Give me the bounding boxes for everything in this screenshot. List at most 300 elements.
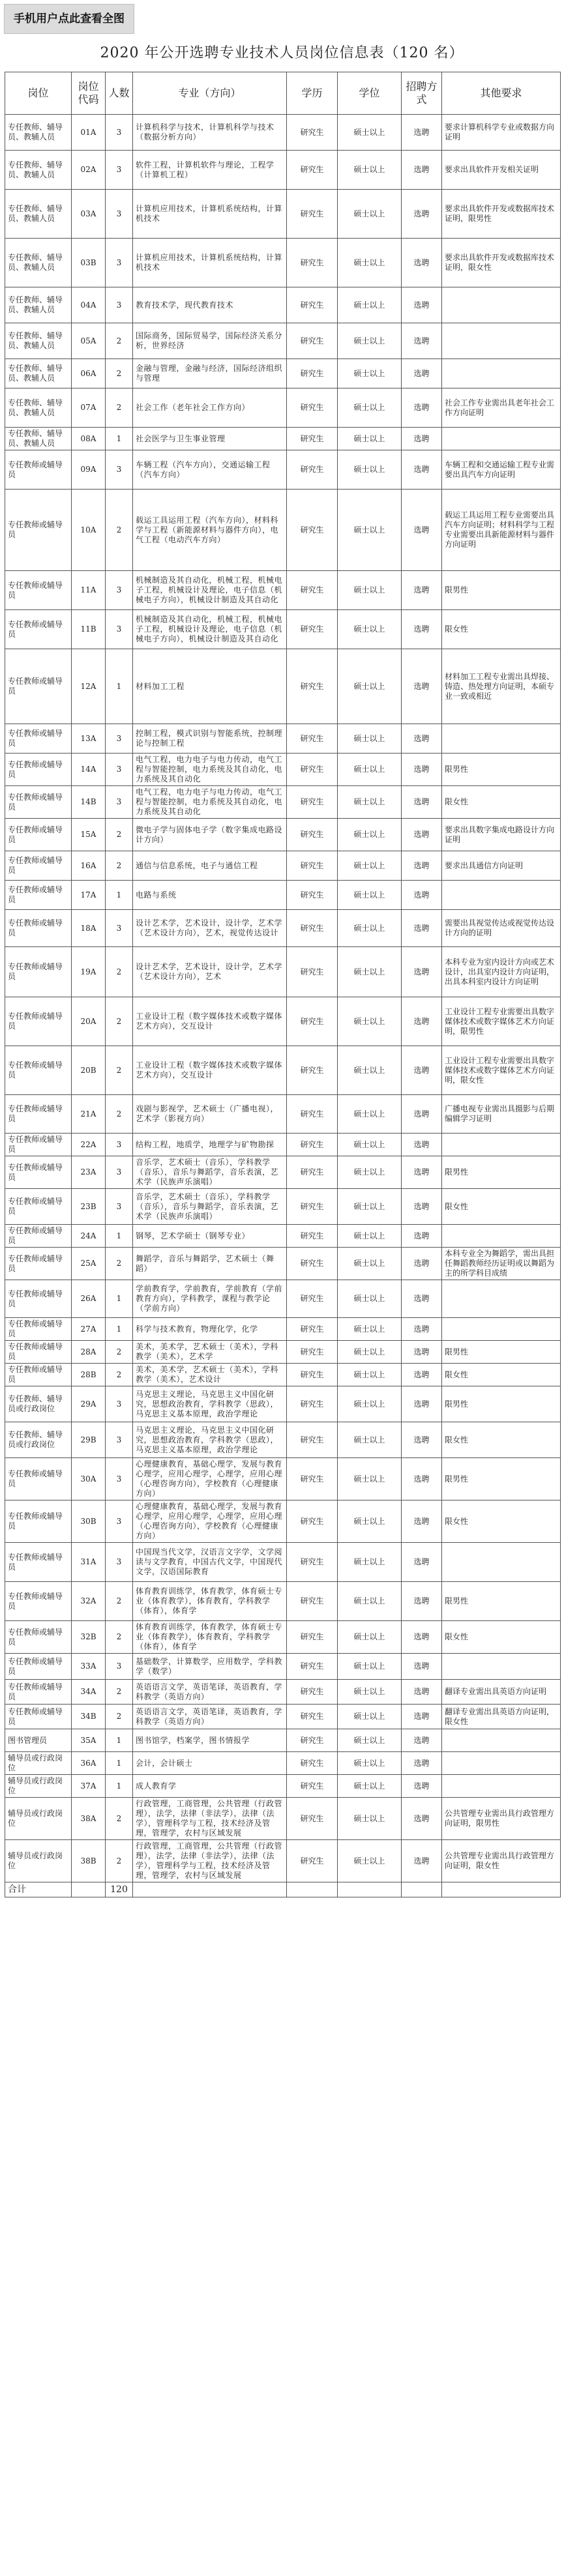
position-name-cell: 专任教师或辅导员 (5, 571, 72, 610)
education-cell: 研究生 (287, 1752, 338, 1775)
table-row (5, 786, 561, 819)
degree-cell: 硕士以上 (338, 1543, 402, 1582)
position-name-cell: 专任教师或辅导员 (5, 851, 72, 881)
position-code-cell: 16A (72, 851, 106, 881)
position-code-cell: 28B (72, 1364, 106, 1386)
column-header-other: 其他要求 (442, 72, 561, 115)
education-cell: 研究生 (287, 851, 338, 881)
headcount-cell: 2 (106, 1840, 133, 1882)
recruit-method-cell: 选聘 (402, 1280, 442, 1318)
major-cell: 社会医学与卫生事业管理 (133, 428, 287, 450)
other-requirements-cell: 要求出具数字集成电路设计方向证明 (442, 819, 561, 851)
position-code-cell: 03A (72, 190, 106, 239)
degree-cell: 硕士以上 (338, 388, 402, 428)
degree-cell: 硕士以上 (338, 1500, 402, 1543)
major-cell: 国际商务，国际贸易学，国际经济关系分析，世界经济 (133, 323, 287, 359)
major-cell: 机械制造及其自动化，机械工程，机械电子工程，机械设计及理论，电子信息（机械电子方向），机械设计制造及其自动化 (133, 610, 287, 649)
degree-cell: 硕士以上 (338, 1840, 402, 1882)
position-code-cell: 34A (72, 1680, 106, 1705)
headcount-cell: 1 (106, 1225, 133, 1248)
education-cell: 研究生 (287, 610, 338, 649)
table-row (5, 151, 561, 190)
position-name-cell: 专任教师或辅导员 (5, 1046, 72, 1095)
major-cell: 控制工程，模式识别与智能系统，控制理论与控制工程 (133, 724, 287, 754)
table-row (5, 490, 561, 571)
degree-cell: 硕士以上 (338, 1729, 402, 1752)
position-code-cell: 01A (72, 115, 106, 151)
table-row (5, 649, 561, 724)
education-cell: 研究生 (287, 151, 338, 190)
position-code-cell: 34B (72, 1705, 106, 1729)
position-code-cell: 05A (72, 323, 106, 359)
major-cell: 工业设计工程（数字媒体技术或数字媒体艺术方向），交互设计 (133, 997, 287, 1046)
headcount-cell: 3 (106, 1189, 133, 1225)
table-row (5, 1134, 561, 1156)
major-cell: 计算机应用技术，计算机系统结构，计算机技术 (133, 239, 287, 287)
major-cell: 美术，美术学，艺术硕士（美术），学科教学（美术），艺术学 (133, 1341, 287, 1364)
position-name-cell: 专任教师或辅导员 (5, 610, 72, 649)
table-row (5, 1621, 561, 1654)
other-requirements-cell: 限女性 (442, 1500, 561, 1543)
other-requirements-cell: 翻译专业需出具英语方向证明 (442, 1680, 561, 1705)
position-name-cell: 专任教师或辅导员 (5, 1318, 72, 1341)
recruit-method-cell: 选聘 (402, 997, 442, 1046)
position-code-cell: 24A (72, 1225, 106, 1248)
headcount-cell: 3 (106, 1543, 133, 1582)
headcount-cell: 3 (106, 724, 133, 754)
degree-cell: 硕士以上 (338, 881, 402, 910)
table-row (5, 1225, 561, 1248)
recruit-method-cell: 选聘 (402, 239, 442, 287)
position-code-cell: 10A (72, 490, 106, 571)
recruit-method-cell: 选聘 (402, 1752, 442, 1775)
degree-cell: 硕士以上 (338, 1248, 402, 1280)
degree-cell: 硕士以上 (338, 997, 402, 1046)
major-cell: 钢琴，艺术学硕士（钢琴专业） (133, 1225, 287, 1248)
education-cell: 研究生 (287, 1046, 338, 1095)
education-cell: 研究生 (287, 910, 338, 947)
other-requirements-cell: 要求计算机科学专业或数据方向证明 (442, 115, 561, 151)
headcount-cell: 2 (106, 490, 133, 571)
position-code-cell: 18A (72, 910, 106, 947)
headcount-cell: 2 (106, 1248, 133, 1280)
major-cell: 心理健康教育，基础心理学，发展与教育心理学，应用心理学，心理学，应用心理（心理咨询方向），学校教育（心理健康方向） (133, 1500, 287, 1543)
degree-cell: 硕士以上 (338, 1156, 402, 1189)
other-requirements-cell: 限女性 (442, 1621, 561, 1654)
degree-cell: 硕士以上 (338, 1318, 402, 1341)
recruit-method-cell: 选聘 (402, 1500, 442, 1543)
table-row (5, 1840, 561, 1882)
position-name-cell: 专任教师或辅导员 (5, 1341, 72, 1364)
education-cell: 研究生 (287, 1248, 338, 1280)
major-cell: 材料加工工程 (133, 649, 287, 724)
other-requirements-cell: 需要出具视觉传达或视觉传达设计方向的证明 (442, 910, 561, 947)
headcount-cell: 3 (106, 1134, 133, 1156)
position-code-cell: 19A (72, 947, 106, 997)
education-cell: 研究生 (287, 1422, 338, 1458)
major-cell: 音乐学，艺术硕士（音乐），学科教学（音乐），音乐与舞蹈学，音乐表演，艺术学（民族声乐演唱） (133, 1156, 287, 1189)
headcount-cell: 2 (106, 851, 133, 881)
headcount-cell: 3 (106, 287, 133, 323)
position-name-cell: 辅导员或行政岗位 (5, 1840, 72, 1882)
major-cell: 载运工具运用工程（汽车方向），材料科学与工程（新能源材料与器件方向），电气工程（电动汽车方向） (133, 490, 287, 571)
recruit-method-cell: 选聘 (402, 649, 442, 724)
major-cell: 教育技术学，现代教育技术 (133, 287, 287, 323)
total-row (5, 1882, 561, 1897)
education-cell: 研究生 (287, 1621, 338, 1654)
position-code-cell: 37A (72, 1775, 106, 1798)
headcount-cell: 2 (106, 359, 133, 388)
education-cell: 研究生 (287, 1582, 338, 1621)
education-cell: 研究生 (287, 1705, 338, 1729)
recruit-method-cell: 选聘 (402, 115, 442, 151)
major-cell: 体育教育训练学，体育教学，体育硕士专业（体育教学），体育教育，学科教学（体育），体育学 (133, 1582, 287, 1621)
degree-cell: 硕士以上 (338, 910, 402, 947)
position-code-cell: 14A (72, 754, 106, 786)
position-code-cell: 23A (72, 1156, 106, 1189)
other-requirements-cell (442, 1729, 561, 1752)
headcount-cell: 2 (106, 997, 133, 1046)
position-name-cell: 辅导员或行政岗位 (5, 1752, 72, 1775)
position-code-cell: 29B (72, 1422, 106, 1458)
recruit-method-cell: 选聘 (402, 1422, 442, 1458)
degree-cell: 硕士以上 (338, 1680, 402, 1705)
position-name-cell: 专任教师、辅导员、教辅人员 (5, 239, 72, 287)
education-cell: 研究生 (287, 450, 338, 490)
total-empty-cell (72, 1882, 106, 1897)
recruit-method-cell: 选聘 (402, 490, 442, 571)
headcount-cell: 1 (106, 1752, 133, 1775)
education-cell: 研究生 (287, 1341, 338, 1364)
major-cell: 车辆工程（汽车方向），交通运输工程（汽车方向） (133, 450, 287, 490)
headcount-cell: 1 (106, 1280, 133, 1318)
other-requirements-cell: 要求出具软件开发相关证明 (442, 151, 561, 190)
major-cell: 英语语言文学，英语笔译，英语教育，学科教学（英语方向） (133, 1680, 287, 1705)
other-requirements-cell (442, 1134, 561, 1156)
position-name-cell: 专任教师或辅导员 (5, 1705, 72, 1729)
education-cell: 研究生 (287, 190, 338, 239)
table-row (5, 910, 561, 947)
position-code-cell: 11A (72, 571, 106, 610)
position-name-cell: 专任教师或辅导员 (5, 1189, 72, 1225)
other-requirements-cell: 限男性 (442, 1341, 561, 1364)
other-requirements-cell (442, 1280, 561, 1318)
degree-cell: 硕士以上 (338, 754, 402, 786)
major-cell: 基础数学，计算数学，应用数学，学科教学（数学） (133, 1654, 287, 1680)
degree-cell: 硕士以上 (338, 1046, 402, 1095)
position-code-cell: 20A (72, 997, 106, 1046)
education-cell: 研究生 (287, 1729, 338, 1752)
major-cell: 会计，会计硕士 (133, 1752, 287, 1775)
education-cell: 研究生 (287, 490, 338, 571)
recruit-method-cell: 选聘 (402, 910, 442, 947)
education-cell: 研究生 (287, 1318, 338, 1341)
other-requirements-cell: 限女性 (442, 1189, 561, 1225)
table-row (5, 1386, 561, 1422)
table-row (5, 1752, 561, 1775)
recruit-method-cell: 选聘 (402, 1775, 442, 1798)
major-cell: 电气工程，电力电子与电力传动，电气工程与智能控制，电力系统及其自动化，电力系统及其自动化 (133, 786, 287, 819)
position-code-cell: 04A (72, 287, 106, 323)
education-cell: 研究生 (287, 1500, 338, 1543)
total-empty-cell (133, 1882, 287, 1897)
degree-cell: 硕士以上 (338, 1752, 402, 1775)
position-name-cell: 专任教师或辅导员 (5, 1095, 72, 1134)
position-name-cell: 专任教师、辅导员或行政岗位 (5, 1422, 72, 1458)
headcount-cell: 2 (106, 947, 133, 997)
position-code-cell: 07A (72, 388, 106, 428)
education-cell: 研究生 (287, 1364, 338, 1386)
recruit-method-cell: 选聘 (402, 1840, 442, 1882)
position-name-cell: 专任教师或辅导员 (5, 1500, 72, 1543)
position-code-cell: 09A (72, 450, 106, 490)
other-requirements-cell (442, 1654, 561, 1680)
recruit-method-cell: 选聘 (402, 851, 442, 881)
position-code-cell: 20B (72, 1046, 106, 1095)
education-cell: 研究生 (287, 786, 338, 819)
degree-cell: 硕士以上 (338, 450, 402, 490)
other-requirements-cell (442, 323, 561, 359)
major-cell: 通信与信息系统，电子与通信工程 (133, 851, 287, 881)
other-requirements-cell: 要求出具软件开发或数据库技术证明，限男性 (442, 190, 561, 239)
recruit-method-cell: 选聘 (402, 1046, 442, 1095)
position-name-cell: 专任教师或辅导员 (5, 1280, 72, 1318)
position-code-cell: 38A (72, 1798, 106, 1840)
major-cell: 金融与管理，金融与经济，国际经济组织与管理 (133, 359, 287, 388)
other-requirements-cell: 社会工作专业需出具老年社会工作方向证明 (442, 388, 561, 428)
major-cell: 学前教育学，学前教育，学前教育（学前教育方向），学科教学，课程与教学论（学前方向） (133, 1280, 287, 1318)
education-cell: 研究生 (287, 359, 338, 388)
position-name-cell: 专任教师或辅导员 (5, 947, 72, 997)
recruit-method-cell: 选聘 (402, 1189, 442, 1225)
recruit-method-cell: 选聘 (402, 1341, 442, 1364)
table-row (5, 1500, 561, 1543)
table-row (5, 1156, 561, 1189)
degree-cell: 硕士以上 (338, 947, 402, 997)
recruit-method-cell: 选聘 (402, 287, 442, 323)
other-requirements-cell: 限男性 (442, 1386, 561, 1422)
position-name-cell: 专任教师、辅导员、教辅人员 (5, 151, 72, 190)
table-row (5, 754, 561, 786)
recruit-method-cell: 选聘 (402, 1654, 442, 1680)
education-cell: 研究生 (287, 947, 338, 997)
page-title: 2020 年公开选聘专业技术人员岗位信息表（120 名） (100, 45, 464, 61)
headcount-cell: 2 (106, 1046, 133, 1095)
major-cell: 戏剧与影视学，艺术硕士（广播电视），艺术学（影视方向） (133, 1095, 287, 1134)
position-name-cell: 专任教师或辅导员 (5, 1543, 72, 1582)
total-empty-cell (338, 1882, 402, 1897)
degree-cell: 硕士以上 (338, 1225, 402, 1248)
headcount-cell: 2 (106, 1341, 133, 1364)
position-code-cell: 13A (72, 724, 106, 754)
total-count: 120 (106, 1882, 133, 1897)
total-empty-cell (402, 1882, 442, 1897)
headcount-cell: 3 (106, 450, 133, 490)
recruit-method-cell: 选聘 (402, 1543, 442, 1582)
table-row (5, 1680, 561, 1705)
headcount-cell: 3 (106, 1156, 133, 1189)
major-cell: 中国现当代文学，汉语言文字学，文学阅读与文学教育，中国古代文学，中国现代文学，汉语国际教育 (133, 1543, 287, 1582)
position-code-cell: 33A (72, 1654, 106, 1680)
position-name-cell: 专任教师或辅导员 (5, 910, 72, 947)
degree-cell: 硕士以上 (338, 1280, 402, 1318)
recruit-method-cell: 选聘 (402, 881, 442, 910)
recruit-method-cell: 选聘 (402, 190, 442, 239)
recruit-method-cell: 选聘 (402, 1386, 442, 1422)
position-name-cell: 专任教师或辅导员 (5, 1458, 72, 1500)
major-cell: 微电子学与固体电子学（数字集成电路设计方向） (133, 819, 287, 851)
other-requirements-cell (442, 1225, 561, 1248)
column-header-major: 专业（方向） (133, 72, 287, 115)
major-cell: 舞蹈学，音乐与舞蹈学，艺术硕士（舞蹈） (133, 1248, 287, 1280)
position-code-cell: 03B (72, 239, 106, 287)
headcount-cell: 3 (106, 239, 133, 287)
headcount-cell: 2 (106, 323, 133, 359)
positions-table (5, 72, 561, 1897)
recruit-method-cell: 选聘 (402, 1729, 442, 1752)
table-row (5, 1280, 561, 1318)
major-cell: 社会工作（老年社会工作方向） (133, 388, 287, 428)
position-name-cell: 专任教师或辅导员 (5, 450, 72, 490)
position-name-cell: 专任教师或辅导员 (5, 724, 72, 754)
position-name-cell: 辅导员或行政岗位 (5, 1798, 72, 1840)
major-cell: 设计艺术学，艺术设计，设计学，艺术学（艺术设计方向），艺术 (133, 947, 287, 997)
position-name-cell: 专任教师或辅导员 (5, 1654, 72, 1680)
other-requirements-cell (442, 287, 561, 323)
position-code-cell: 17A (72, 881, 106, 910)
education-cell: 研究生 (287, 1095, 338, 1134)
position-name-cell: 专任教师或辅导员 (5, 1248, 72, 1280)
headcount-cell: 3 (106, 1386, 133, 1422)
education-cell: 研究生 (287, 428, 338, 450)
other-requirements-cell (442, 428, 561, 450)
other-requirements-cell: 本科专业全为舞蹈学，需出具担任舞蹈教师经历证明或以舞蹈为主的所学科目成绩 (442, 1248, 561, 1280)
degree-cell: 硕士以上 (338, 1095, 402, 1134)
degree-cell: 硕士以上 (338, 724, 402, 754)
table-row (5, 1422, 561, 1458)
headcount-cell: 2 (106, 1705, 133, 1729)
headcount-cell: 3 (106, 1500, 133, 1543)
position-name-cell: 专任教师或辅导员 (5, 997, 72, 1046)
education-cell: 研究生 (287, 724, 338, 754)
recruit-method-cell: 选聘 (402, 428, 442, 450)
other-requirements-cell: 车辆工程和交通运输工程专业需要出具汽车方向证明 (442, 450, 561, 490)
education-cell: 研究生 (287, 1840, 338, 1882)
other-requirements-cell: 限男性 (442, 1458, 561, 1500)
recruit-method-cell: 选聘 (402, 610, 442, 649)
column-header-degree: 学位 (338, 72, 402, 115)
other-requirements-cell: 限男性 (442, 571, 561, 610)
position-code-cell: 02A (72, 151, 106, 190)
position-code-cell: 21A (72, 1095, 106, 1134)
recruit-method-cell: 选聘 (402, 1364, 442, 1386)
major-cell: 电气工程，电力电子与电力传动，电气工程与智能控制，电力系统及其自动化，电力系统及其自动化 (133, 754, 287, 786)
position-code-cell: 36A (72, 1752, 106, 1775)
recruit-method-cell: 选聘 (402, 323, 442, 359)
position-code-cell: 30A (72, 1458, 106, 1500)
degree-cell: 硕士以上 (338, 1134, 402, 1156)
education-cell: 研究生 (287, 1134, 338, 1156)
table-row (5, 1729, 561, 1752)
major-cell: 结构工程，地质学，地理学与矿物勘探 (133, 1134, 287, 1156)
major-cell: 行政管理，工商管理，公共管理（行政管理），法学，法律（非法学），法律（法学），管理科学与工程，技术经济及管理，管理学，农村与区域发展 (133, 1798, 287, 1840)
position-code-cell: 35A (72, 1729, 106, 1752)
column-header-education: 学历 (287, 72, 338, 115)
headcount-cell: 1 (106, 881, 133, 910)
table-row (5, 359, 561, 388)
table-row (5, 428, 561, 450)
headcount-cell: 3 (106, 1458, 133, 1500)
recruit-method-cell: 选聘 (402, 1705, 442, 1729)
position-name-cell: 专任教师或辅导员 (5, 1621, 72, 1654)
other-requirements-cell: 限女性 (442, 610, 561, 649)
headcount-cell: 3 (106, 151, 133, 190)
table-row (5, 1705, 561, 1729)
position-name-cell: 专任教师或辅导员 (5, 1680, 72, 1705)
headcount-cell: 3 (106, 1654, 133, 1680)
other-requirements-cell: 限女性 (442, 786, 561, 819)
position-name-cell: 专任教师或辅导员 (5, 786, 72, 819)
position-code-cell: 15A (72, 819, 106, 851)
table-row (5, 610, 561, 649)
education-cell: 研究生 (287, 1654, 338, 1680)
education-cell: 研究生 (287, 388, 338, 428)
position-code-cell: 32A (72, 1582, 106, 1621)
other-requirements-cell: 限男性 (442, 1582, 561, 1621)
education-cell: 研究生 (287, 571, 338, 610)
table-row (5, 1798, 561, 1840)
position-name-cell: 专任教师、辅导员、教辅人员 (5, 428, 72, 450)
table-row (5, 388, 561, 428)
education-cell: 研究生 (287, 1543, 338, 1582)
recruit-method-cell: 选聘 (402, 359, 442, 388)
education-cell: 研究生 (287, 1680, 338, 1705)
other-requirements-cell (442, 359, 561, 388)
degree-cell: 硕士以上 (338, 851, 402, 881)
table-row (5, 1543, 561, 1582)
position-code-cell: 30B (72, 1500, 106, 1543)
education-cell: 研究生 (287, 1386, 338, 1422)
other-requirements-cell: 限女性 (442, 1364, 561, 1386)
recruit-method-cell: 选聘 (402, 450, 442, 490)
table-row (5, 1364, 561, 1386)
other-requirements-cell: 公共管理专业需出具行政管理方向证明，限女性 (442, 1840, 561, 1882)
position-code-cell: 25A (72, 1248, 106, 1280)
mobile-view-full-image-link[interactable]: 手机用户点此查看全图 (4, 4, 134, 34)
position-code-cell: 08A (72, 428, 106, 450)
position-code-cell: 11B (72, 610, 106, 649)
major-cell: 行政管理，工商管理，公共管理（行政管理），法学，法律（非法学），法律（法学），管理科学与工程，技术经济及管理，管理学，农村与区域发展 (133, 1840, 287, 1882)
recruit-method-cell: 选聘 (402, 1582, 442, 1621)
other-requirements-cell: 限男性 (442, 754, 561, 786)
recruit-method-cell: 选聘 (402, 388, 442, 428)
table-row (5, 1775, 561, 1798)
table-row (5, 571, 561, 610)
table-row (5, 287, 561, 323)
recruit-method-cell: 选聘 (402, 724, 442, 754)
position-name-cell: 专任教师或辅导员 (5, 1582, 72, 1621)
position-name-cell: 专任教师、辅导员、教辅人员 (5, 359, 72, 388)
recruit-method-cell: 选聘 (402, 754, 442, 786)
education-cell: 研究生 (287, 819, 338, 851)
major-cell: 计算机应用技术，计算机系统结构，计算机技术 (133, 190, 287, 239)
degree-cell: 硕士以上 (338, 1798, 402, 1840)
education-cell: 研究生 (287, 1189, 338, 1225)
headcount-cell: 3 (106, 190, 133, 239)
major-cell: 机械制造及其自动化，机械工程，机械电子工程，机械设计及理论，电子信息（机械电子方向），机械设计制造及其自动化 (133, 571, 287, 610)
education-cell: 研究生 (287, 239, 338, 287)
major-cell: 工业设计工程（数字媒体技术或数字媒体艺术方向），交互设计 (133, 1046, 287, 1095)
